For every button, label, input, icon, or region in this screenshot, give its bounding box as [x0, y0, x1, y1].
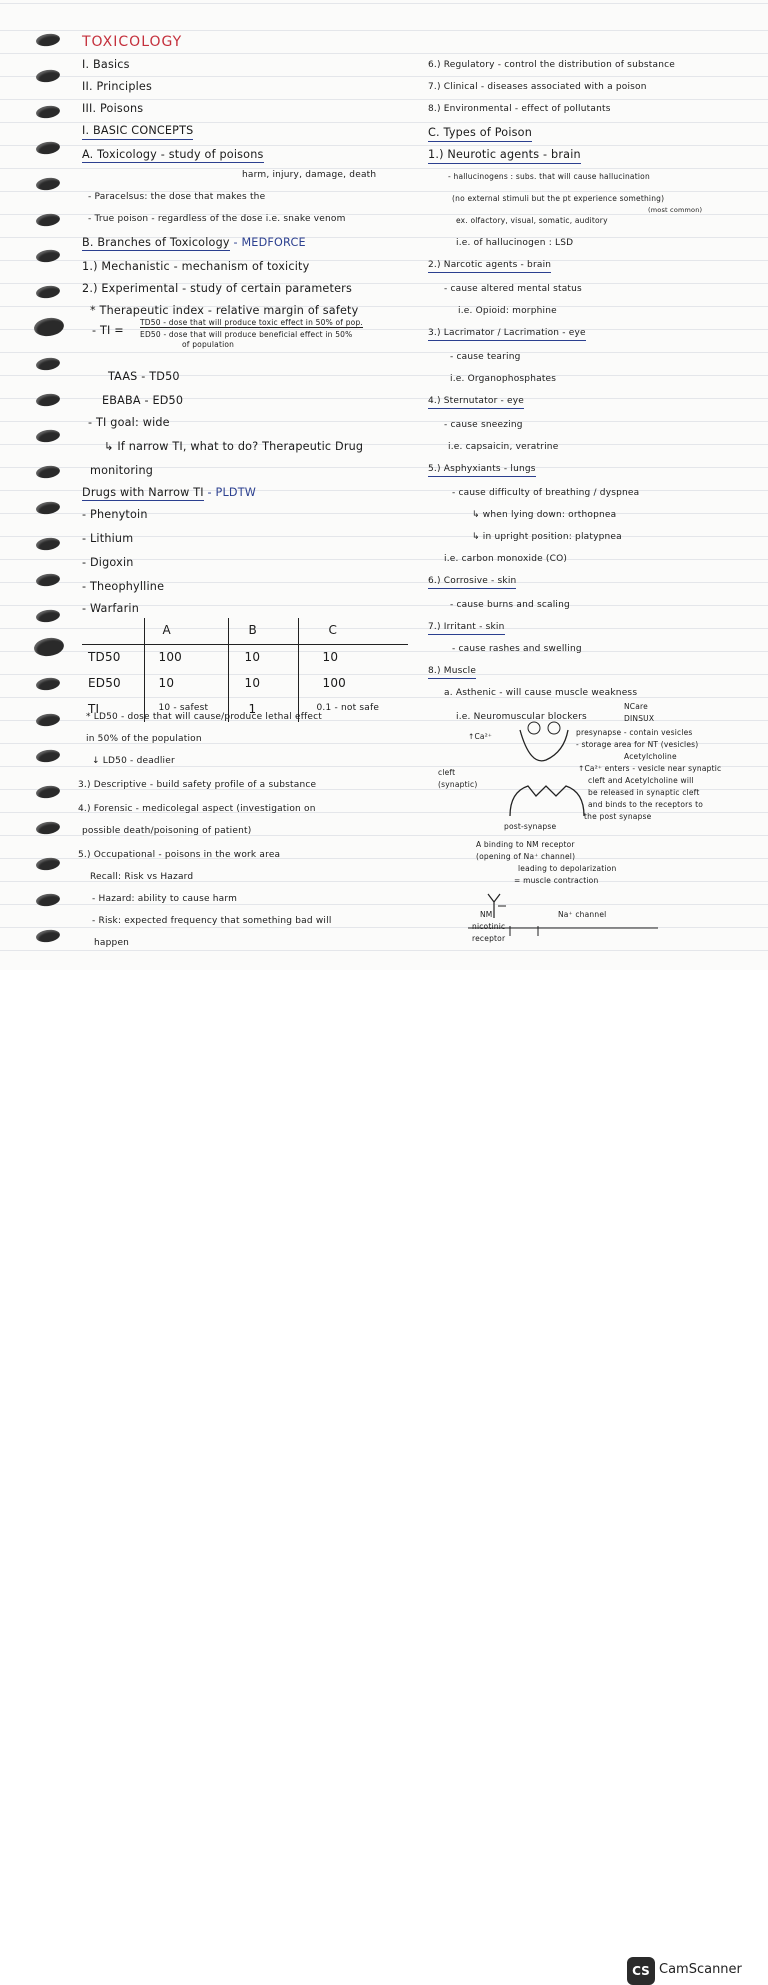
- ca-label: ↑Ca²⁺: [468, 732, 493, 741]
- binding-hole: [35, 104, 60, 119]
- nm-blockers: i.e. Neuromuscular blockers: [456, 712, 587, 722]
- scanner-footer: [0, 970, 768, 1978]
- binding-hole: [35, 500, 60, 515]
- poison-lacrimator: 3.) Lacrimator / Lacrimation - eye: [428, 328, 586, 341]
- hallucinogen-examples: ex. olfactory, visual, somatic, auditory: [456, 216, 608, 225]
- drug-item: - Warfarin: [82, 602, 139, 615]
- binding-hole: [35, 820, 60, 835]
- poison-corrosive: 6.) Corrosive - skin: [428, 576, 516, 589]
- toc-item: I. Basics: [82, 58, 130, 71]
- nm-label: NM: [480, 910, 493, 919]
- notebook-page: [0, 0, 768, 970]
- nm-blocker-upper: NCare: [624, 702, 648, 711]
- ld50-definition: * LD50 - dose that will cause/produce lethal effect: [86, 712, 323, 722]
- binding-hole: [35, 284, 60, 299]
- vesicle-icon: [548, 722, 560, 734]
- poison-neurotic: 1.) Neurotic agents - brain: [428, 148, 581, 164]
- lacrimator-effect: - cause tearing: [450, 352, 521, 362]
- ti-numerator: TD50 - dose that will produce toxic effect in 50% of pop.: [140, 318, 363, 327]
- page-title: TOXICOLOGY: [82, 34, 183, 50]
- camscanner-logo-icon: CS: [627, 1957, 655, 1985]
- poison-irritant: 7.) Irritant - skin: [428, 622, 505, 635]
- toc-item: II. Principles: [82, 80, 153, 93]
- sternutator-example: i.e. capsaicin, veratrine: [448, 442, 559, 452]
- heading-toxicology: A. Toxicology - study of poisons: [82, 148, 264, 161]
- poison-muscle: 8.) Muscle: [428, 666, 476, 679]
- postsynapse-outline: [510, 786, 584, 816]
- contraction-label: = muscle contraction: [514, 876, 599, 885]
- branch-mechanistic: 1.) Mechanistic - mechanism of toxicity: [82, 260, 310, 273]
- ca-vesicle-label: ↑Ca²⁺ enters - vesicle near synaptic: [578, 764, 722, 773]
- vesicle-icon: [528, 722, 540, 734]
- table-row: [82, 670, 408, 696]
- opening-label: (opening of Na⁺ channel): [476, 852, 576, 861]
- binding-hole: [35, 248, 60, 263]
- branches-heading: B. Branches of Toxicology - MEDFORCE: [82, 236, 306, 249]
- table-cell: 1: [228, 696, 298, 722]
- binding-hole: [35, 176, 60, 191]
- risk-line-cont: happen: [94, 938, 130, 948]
- narrow-drugs-heading: Drugs with Narrow TI - PLDTW: [82, 486, 256, 499]
- hallucinogen-lsd: i.e. of hallucinogen : LSD: [456, 238, 574, 248]
- table-cell: 100: [298, 670, 408, 696]
- corrosive-effect: - cause burns and scaling: [450, 600, 570, 610]
- binding-hole: [35, 68, 60, 83]
- table-cell: 10: [144, 670, 228, 696]
- paracelsus-note: - Paracelsus: the dose that makes the: [88, 192, 266, 202]
- branch-experimental: 2.) Experimental - study of certain parameters: [82, 282, 352, 295]
- hazard-line: - Hazard: ability to cause harm: [92, 894, 238, 904]
- branch-environmental: 8.) Environmental - effect of pollutants: [428, 104, 611, 114]
- table-header: [82, 618, 144, 644]
- narrow-ti-note: ↳ If narrow TI, what to do? Therapeutic Drug: [104, 440, 364, 453]
- binding-hole: [35, 712, 60, 727]
- drug-item: - Theophylline: [82, 580, 165, 593]
- ld50-note: ↓ LD50 - deadlier: [92, 756, 175, 766]
- table-row: [82, 644, 408, 670]
- narcotic-effect: - cause altered mental status: [444, 284, 582, 294]
- leading-label: leading to depolarization: [518, 864, 617, 873]
- table-cell: 100: [144, 644, 228, 670]
- poison-asphyxiant: 5.) Asphyxiants - lungs: [428, 464, 536, 477]
- td50-mnemonic: TAAS - TD50: [108, 370, 180, 383]
- poison-narcotic: 2.) Narcotic agents - brain: [428, 260, 551, 273]
- therapeutic-index: * Therapeutic index - relative margin of safety: [90, 304, 359, 317]
- table-header-row: [82, 618, 408, 644]
- ach-label: Acetylcholine: [624, 752, 677, 761]
- lacrimator-example: i.e. Organophosphates: [450, 374, 557, 384]
- presynapse-outline: [520, 730, 568, 761]
- binding-hole: [35, 928, 60, 943]
- table-header: C: [298, 618, 408, 644]
- ti-denominator-cont: of population: [182, 340, 235, 349]
- table-cell: 10 - safest: [144, 696, 228, 722]
- released-label: be released in synaptic cleft: [588, 788, 700, 797]
- hallucinogen-def: - hallucinogens : subs. that will cause hallucination: [448, 172, 650, 181]
- binding-hole: [35, 748, 60, 763]
- branch-regulatory: 6.) Regulatory - control the distribution of substance: [428, 60, 676, 70]
- postsynapse-label: post-synapse: [504, 822, 557, 831]
- branch-occupational: 5.) Occupational - poisons in the work area: [78, 850, 281, 860]
- platypnea-note: ↳ in upright position: platypnea: [472, 532, 622, 542]
- narcotic-example: i.e. Opioid: morphine: [458, 306, 557, 316]
- cleft-label: cleft: [438, 768, 456, 777]
- binding-hole: [33, 316, 65, 338]
- irritant-effect: - cause rashes and swelling: [452, 644, 582, 654]
- camscanner-brand: CamScanner: [659, 1962, 742, 1977]
- risk-line: - Risk: expected frequency that something bad will: [92, 916, 332, 926]
- binding-hole: [35, 464, 60, 479]
- narrow-ti-note-cont: monitoring: [90, 464, 154, 477]
- hallucinogen-note: (no external stimuli but the pt experience something): [452, 194, 665, 203]
- table-cell: 10: [228, 644, 298, 670]
- storage-label: - storage area for NT (vesicles): [576, 740, 699, 749]
- binding-hole: [35, 676, 60, 691]
- toc-item: III. Poisons: [82, 102, 144, 115]
- most-common-note: (most common): [648, 206, 703, 214]
- drug-item: - Digoxin: [82, 556, 134, 569]
- ti-goal: - TI goal: wide: [88, 416, 170, 429]
- recall-line: Recall: Risk vs Hazard: [90, 872, 194, 882]
- table-cell: TD50: [88, 649, 121, 664]
- branch-forensic: 4.) Forensic - medicolegal aspect (investigation on: [78, 804, 316, 814]
- table-header: B: [228, 618, 298, 644]
- table-cell: TI: [88, 701, 100, 716]
- asthenic-line: a. Asthenic - will cause muscle weakness: [444, 688, 638, 698]
- postsyn-tail-label: the post synapse: [584, 812, 652, 821]
- types-heading: C. Types of Poison: [428, 126, 532, 142]
- nm-blocker-lower: DINSUX: [624, 714, 655, 723]
- binds-label: and binds to the receptors to: [588, 800, 704, 809]
- binding-hole: [35, 392, 60, 407]
- orthopnea-note: ↳ when lying down: orthopnea: [472, 510, 617, 520]
- drug-item: - Lithium: [82, 532, 134, 545]
- binding-hole: [35, 212, 60, 227]
- asphyxiant-effect: - cause difficulty of breathing / dyspnea: [452, 488, 640, 498]
- true-poison-note: - True poison - regardless of the dose i.e. snake venom: [88, 214, 346, 224]
- table-cell: 10: [298, 644, 408, 670]
- binding-hole: [33, 636, 65, 658]
- nicotinic-label: nicotinic: [472, 922, 506, 931]
- ti-table: [82, 618, 408, 722]
- presynapse-label: presynapse - contain vesicles: [576, 728, 693, 737]
- table-cell: 10: [228, 670, 298, 696]
- ti-denominator: ED50 - dose that will produce beneficial effect in 50%: [140, 330, 353, 339]
- receptor-label: receptor: [472, 934, 506, 943]
- cleft-ach-label: cleft and Acetylcholine will: [588, 776, 694, 785]
- sternutator-effect: - cause sneezing: [444, 420, 523, 430]
- binding-hole: [35, 428, 60, 443]
- binding-hole: [35, 892, 60, 907]
- binding-hole: [35, 32, 60, 47]
- branch-forensic-cont: possible death/poisoning of patient): [82, 826, 252, 836]
- synaptic-label: (synaptic): [438, 780, 478, 789]
- drug-item: - Phenytoin: [82, 508, 148, 521]
- binding-hole: [35, 572, 60, 587]
- asphyxiant-example: i.e. carbon monoxide (CO): [444, 554, 568, 564]
- binding-hole: [35, 356, 60, 371]
- table-cell: ED50: [88, 675, 121, 690]
- branch-clinical: 7.) Clinical - diseases associated with a poison: [428, 82, 647, 92]
- binding-hole: [35, 140, 60, 155]
- binding-hole: [35, 608, 60, 623]
- binding-hole: [35, 784, 60, 799]
- poison-sternutator: 4.) Sternutator - eye: [428, 396, 524, 409]
- toxicology-sub: harm, injury, damage, death: [242, 170, 377, 180]
- binding-hole: [35, 536, 60, 551]
- table-cell: 0.1 - not safe: [298, 696, 408, 722]
- spiral-binding: [0, 0, 70, 970]
- branch-descriptive: 3.) Descriptive - build safety profile of a substance: [78, 780, 317, 790]
- table-header: A: [144, 618, 228, 644]
- binding-hole: [35, 856, 60, 871]
- ed50-mnemonic: EBABA - ED50: [102, 394, 184, 407]
- ti-equation: - TI =: [92, 324, 124, 337]
- na-channel-label: Na⁺ channel: [558, 910, 607, 919]
- section-heading: I. BASIC CONCEPTS: [82, 124, 193, 140]
- ld50-definition-cont: in 50% of the population: [86, 734, 202, 744]
- binding-label: A binding to NM receptor: [476, 840, 575, 849]
